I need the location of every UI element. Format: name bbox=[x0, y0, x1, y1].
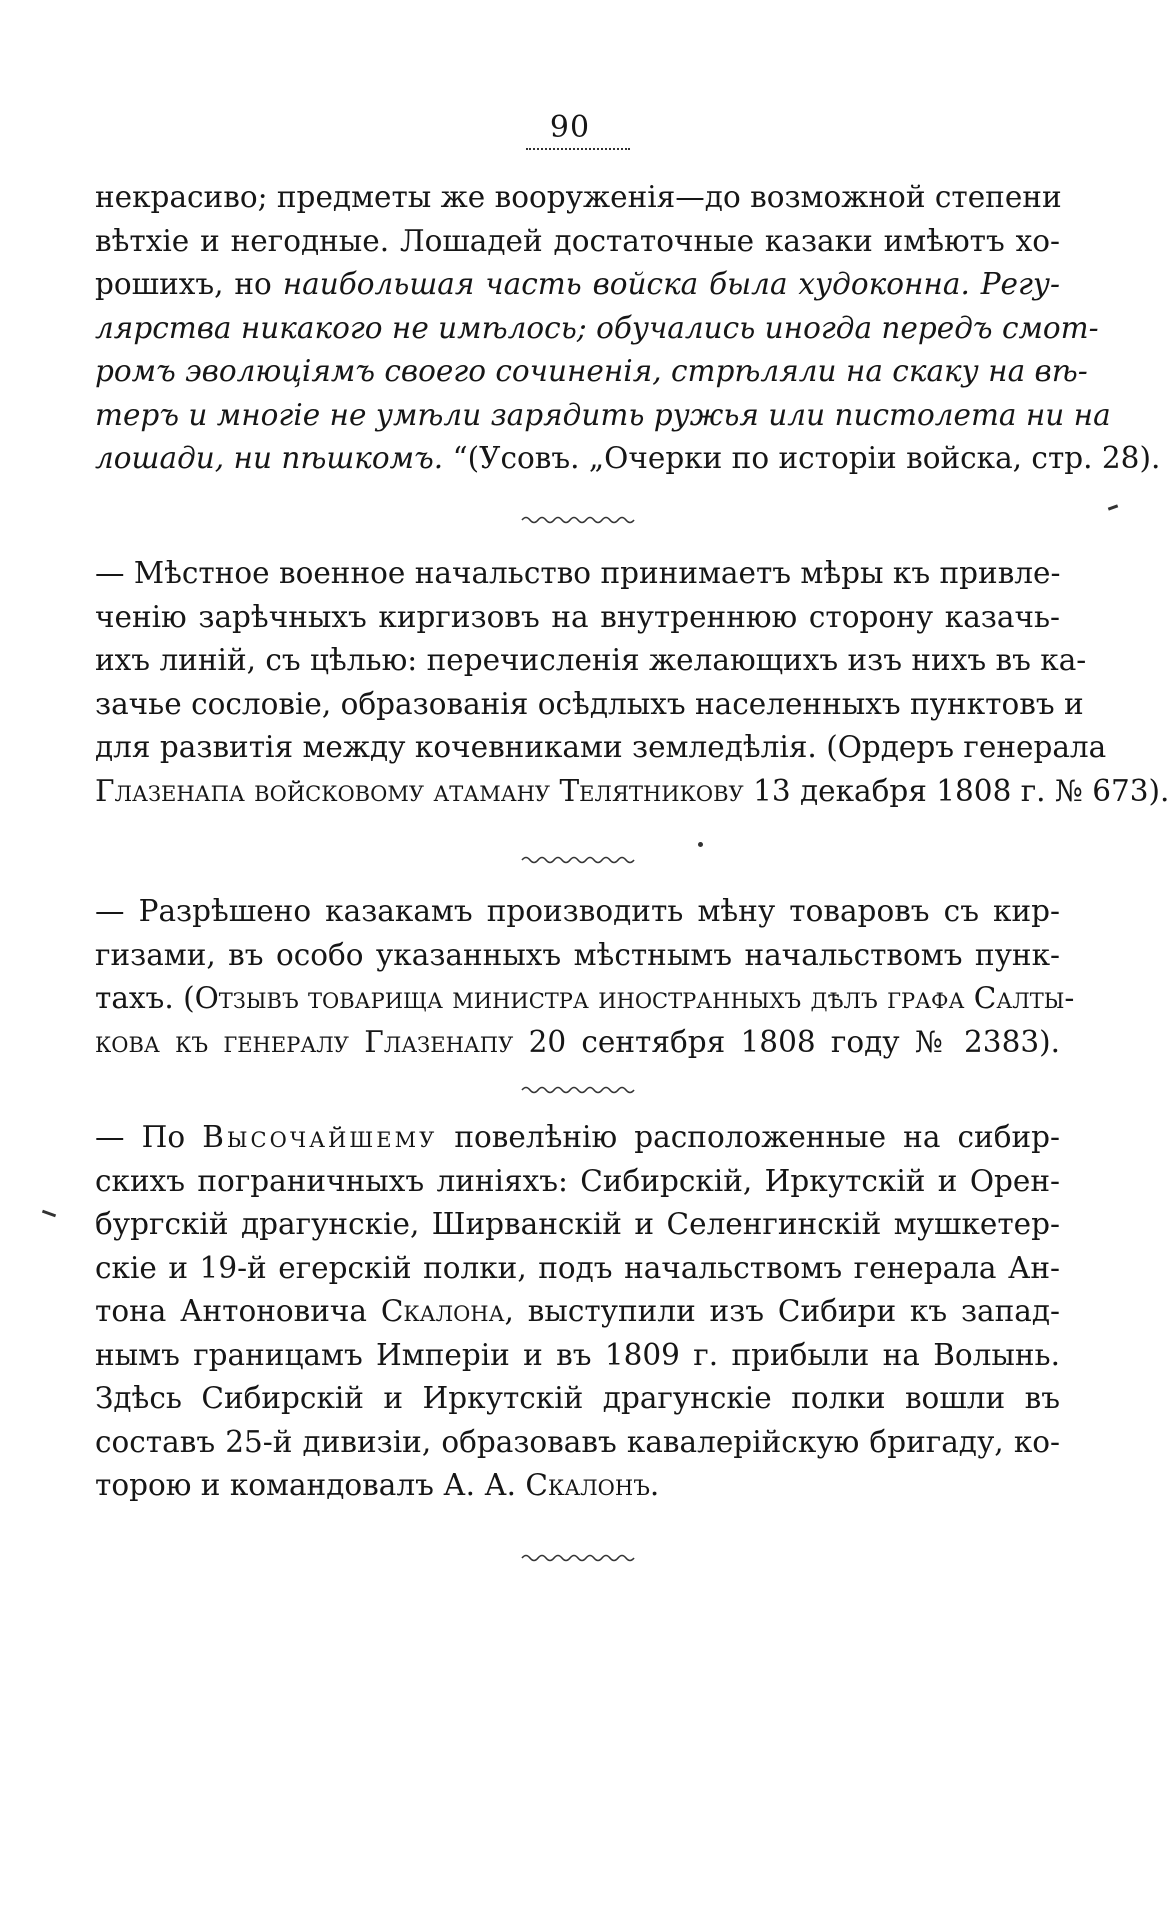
paragraph-4-line-1-spaced: Высочайшему bbox=[202, 1120, 438, 1154]
paragraph-1-line-7-citation: “(Усовъ. „Очерки по исторіи войска, стр. 28). bbox=[443, 441, 1161, 475]
paragraph-3-line-3-smallcaps: (Отзывъ товарища министра иностранныхъ дѣлъ графа Салты- bbox=[183, 981, 1075, 1015]
section-divider-1 bbox=[520, 514, 636, 526]
paragraph-3-line-3-start: тахъ. bbox=[95, 981, 184, 1015]
paragraph-2 bbox=[95, 552, 1169, 813]
paragraph-4-line-1-end: повелѣнію расположенные на сибир- bbox=[437, 1120, 1060, 1154]
margin-mark-right bbox=[1108, 504, 1118, 510]
section-divider-4 bbox=[520, 1552, 636, 1564]
section-divider-3 bbox=[520, 1084, 636, 1096]
paragraph-4-line-3: бургскій драгунскіе, Ширванскій и Селенгинскій мушкетер- bbox=[95, 1207, 1060, 1241]
margin-mark-left bbox=[42, 1210, 56, 1218]
paragraph-1-line-3 bbox=[95, 263, 1060, 307]
paragraph-2-line-1: — Мѣстное военное начальство принимаетъ мѣры къ привле- bbox=[95, 556, 1061, 590]
paragraph-2-line-3: ихъ линій, съ цѣлью: перечисленія желающихъ изъ нихъ въ ка- bbox=[95, 643, 1087, 677]
paragraph-3-line-1: — Разрѣшено казакамъ производить мѣну товаровъ съ кир- bbox=[95, 894, 1060, 928]
paragraph-3-line-4-date: 20 сентября 1808 году № 2383). bbox=[513, 1024, 1060, 1059]
paragraph-4-line-9-start: торою и командовалъ А. А. bbox=[95, 1468, 526, 1502]
paragraph-4-line-9-end: . bbox=[649, 1468, 660, 1502]
paragraph-4-line-5 bbox=[95, 1290, 1060, 1334]
paragraph-1-line-1: некрасиво; предметы же вооруженія—до возможной степени bbox=[95, 180, 1062, 214]
paragraph-3-line-4 bbox=[95, 1021, 1060, 1065]
paragraph-2-line-5: для развитія между кочевниками земледѣлія. (Ордеръ генерала bbox=[95, 730, 1107, 764]
paragraph-4-line-6: нымъ границамъ Имперіи и въ 1809 г. прибыли на Волынь. bbox=[95, 1337, 1060, 1372]
paragraph-2-line-6 bbox=[95, 770, 1169, 814]
paragraph-4-line-5-end: , выступили изъ Сибири къ запад- bbox=[504, 1294, 1061, 1328]
paragraph-4 bbox=[95, 1116, 1060, 1508]
paragraph-1-line-6: теръ и многіе не умѣли зарядить ружья или пистолета ни на bbox=[95, 397, 1111, 432]
print-speck bbox=[698, 842, 703, 847]
paragraph-4-line-4: скіе и 19-й егерскій полки, подъ начальствомъ генерала Ан- bbox=[95, 1250, 1060, 1285]
paragraph-4-line-7: Здѣсь Сибирскій и Иркутскій драгунскіе полки вошли въ bbox=[95, 1381, 1060, 1415]
paragraph-1-line-4: лярства никакого не имѣлось; обучались иногда передъ смот- bbox=[95, 310, 1099, 345]
paragraph-1 bbox=[95, 176, 1161, 481]
paragraph-4-line-8: составъ 25-й дивизіи, образовавъ кавалерійскую бригаду, ко- bbox=[95, 1424, 1060, 1459]
paragraph-1-line-7-italic: лошади, ни пѣшкомъ. bbox=[95, 441, 444, 475]
paragraph-1-line-3-roman: рошихъ, но bbox=[95, 267, 283, 301]
paragraph-3 bbox=[95, 890, 1075, 1064]
paragraph-3-line-4-smallcaps: кова къ генералу Глазенапу bbox=[95, 1024, 514, 1059]
paragraph-3-line-3 bbox=[95, 977, 1075, 1021]
paragraph-3-line-2: гизами, въ особо указанныхъ мѣстнымъ начальствомъ пунк- bbox=[95, 937, 1060, 972]
page-number: 90 bbox=[549, 110, 591, 145]
paragraph-4-line-9-smallcaps: Скалонъ bbox=[525, 1468, 650, 1502]
paragraph-4-line-1-start: — По bbox=[95, 1120, 203, 1154]
paragraph-2-line-6-smallcaps: Глазенапа войсковому атаману Телятникову bbox=[95, 773, 744, 808]
section-divider-2 bbox=[520, 854, 636, 866]
paragraph-2-line-2: ченію зарѣчныхъ киргизовъ на внутреннюю сторону казачь- bbox=[95, 599, 1060, 634]
paragraph-2-line-6-date: 13 декабря 1808 г. № 673). bbox=[743, 773, 1169, 808]
paragraph-4-line-2: скихъ пограничныхъ линіяхъ: Сибирскій, Иркутскій и Орен- bbox=[95, 1163, 1060, 1198]
paragraph-1-line-3-italic: наибольшая часть войска была худоконна. Регу- bbox=[282, 267, 1060, 301]
paragraph-4-line-9 bbox=[95, 1464, 1060, 1508]
paragraph-4-line-1 bbox=[95, 1116, 1060, 1160]
paragraph-1-line-2: вѣтхіе и негодные. Лошадей достаточные казаки имѣютъ хо- bbox=[95, 223, 1060, 258]
paragraph-4-line-5-start: тона Антоновича bbox=[95, 1294, 381, 1328]
paragraph-4-line-5-smallcaps: Скалона bbox=[380, 1294, 505, 1328]
paragraph-1-line-7 bbox=[95, 437, 1161, 481]
paragraph-1-line-5: ромъ эволюціямъ своего сочиненія, стрѣляли на скаку на вѣ- bbox=[95, 354, 1088, 388]
paragraph-2-line-4: зачье сословіе, образованія осѣдлыхъ населенныхъ пунктовъ и bbox=[95, 686, 1084, 721]
page-number-dotted-rule bbox=[526, 148, 630, 150]
